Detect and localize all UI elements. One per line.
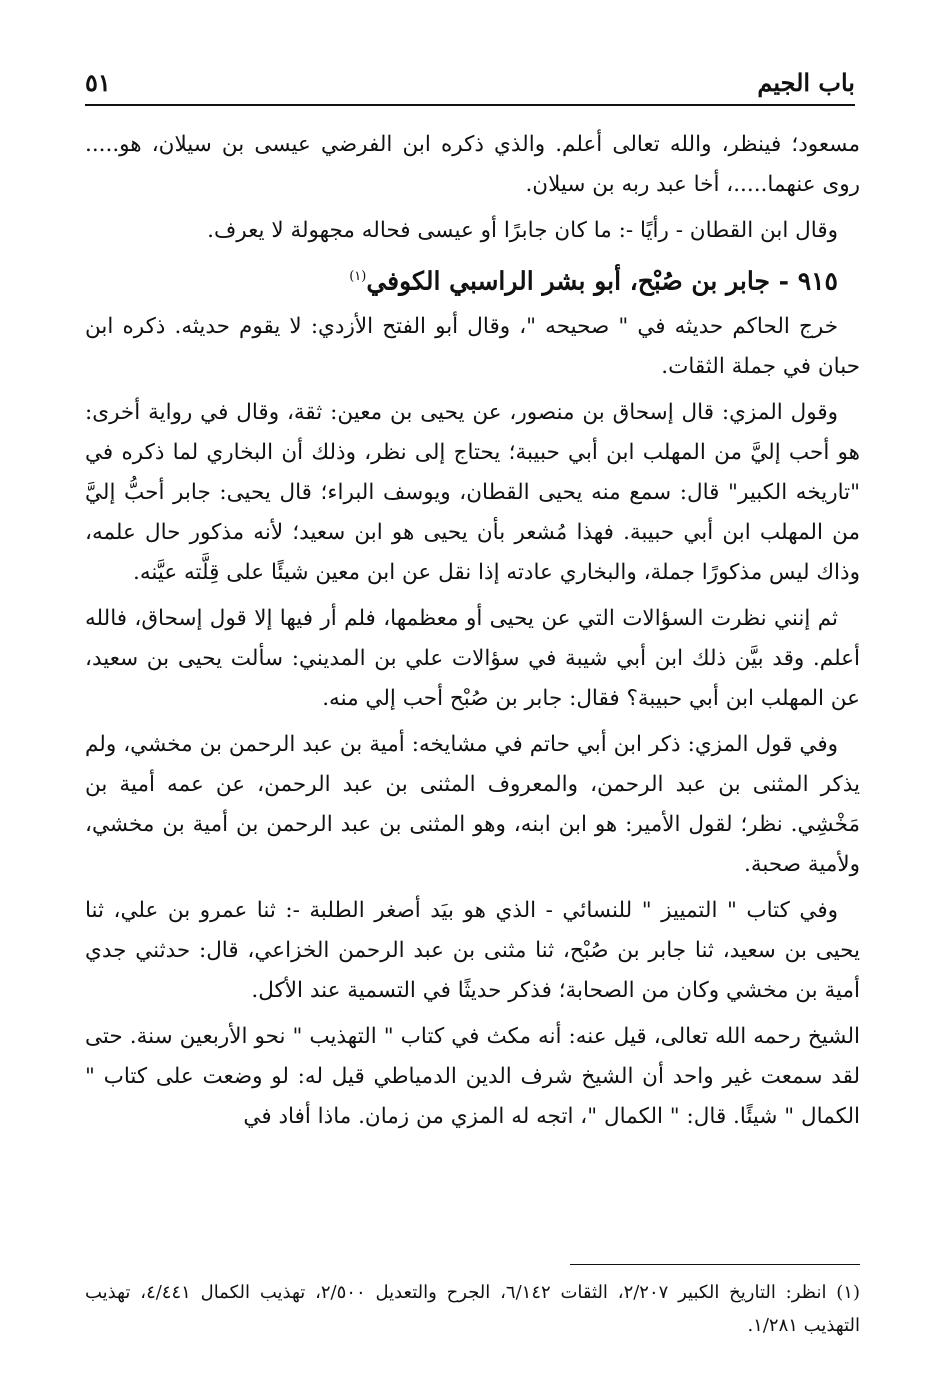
entry-heading-text: ٩١٥ - جابر بن صُبْح، أبو بشر الراسبي الكوفي bbox=[366, 266, 838, 296]
paragraph: وفي قول المزي: ذكر ابن أبي حاتم في مشايخه: أمية بن عبد الرحمن بن مخشي، ولم يذكر المثنى بن عبد الرحمن، والمعروف المثنى بن عبد الرحمن، عن عمه أمية بن مَخْشِي. نظر؛ لقول الأمير: هو ابن ابنه، وهو المثنى بن عبد الرحمن بن أمية بن مخشي، ولأمية صحبة. bbox=[85, 732, 860, 878]
paragraph: ثم إنني نظرت السؤالات التي عن يحيى أو معظمها، فلم أر فيها إلا قول إسحاق، فالله أعلم. وقد بيَّن ذلك ابن أبي شيبة في سؤالات علي بن المديني: سألت يحيى بن سعيد، عن المهلب ابن أبي حبيبة؟ فقال: جابر بن صُبْح أحب إلي منه. bbox=[85, 606, 860, 712]
footnote: (١) انظر: التاريخ الكبير ٢/٢٠٧، الثقات ٦/١٤٢، الجرح والتعديل ٢/٥٠٠، تهذيب الكمال ٤/٤٤١، تهذيب التهذيب ١/٢٨١. bbox=[85, 1282, 860, 1336]
paragraph: وفي كتاب " التمييز " للنسائي - الذي هو بيَد أصغر الطلبة -: ثنا عمرو بن علي، ثنا يحيى بن سعيد، ثنا جابر بن صُبْح، ثنا مثنى بن عبد الرحمن الخزاعي، قال: حدثني جدي أمية بن مخشي وكان من الصحابة؛ فذكر حديثًا في التسمية عند الأكل. bbox=[85, 898, 860, 1004]
page-number: ٥١ bbox=[85, 68, 111, 97]
paragraph: وقال ابن القطان - رأيًا -: ما كان جابرًا أو عيسى فحاله مجهولة لا يعرف. bbox=[207, 218, 838, 243]
entry-heading bbox=[85, 257, 860, 301]
paragraph: مسعود؛ فينظر، والله تعالى أعلم. والذي ذكره ابن الفرضي عيسى بن سيلان، هو..... روى عنهما.....، أخا عبد ربه بن سيلان. bbox=[85, 132, 860, 197]
paragraph: وقول المزي: قال إسحاق بن منصور، عن يحيى بن معين: ثقة، وقال في رواية أخرى: هو أحب إليَّ من المهلب ابن أبي حبيبة؛ يحتاج إلى نظر، وذلك أن البخاري لما ذكره في "تاريخه الكبير" قال: سمع منه يحيى القطان، ويوسف البراء؛ قال يحيى: جابر أحبُّ إليَّ من المهلب ابن أبي حبيبة. فهذا مُشعر بأن يحيى هو ابن سعيد؛ لأنه مذكور حال علمه، وذاك ليس مذكورًا جملة، والبخاري عادته إذا نقل عن ابن معين شيئًا على قِلَّته عيَّنه. bbox=[85, 400, 860, 586]
chapter-title: باب الجيم bbox=[757, 68, 855, 97]
paragraph: خرج الحاكم حديثه في " صحيحه "، وقال أبو الفتح الأزدي: لا يقوم حديثه. ذكره ابن حبان في جملة الثقات. bbox=[85, 314, 860, 380]
paragraph: الشيخ رحمه الله تعالى، قيل عنه: أنه مكث في كتاب " التهذيب " نحو الأربعين سنة. حتى لقد سمعت غير واحد أن الشيخ شرف الدين الدمياطي قيل له: لو وضعت على كتاب " الكمال " شيئًا. قال: " الكمال "، اتجه له المزي من زمان. ماذا أفاد في bbox=[85, 1024, 860, 1130]
footnote-marker: (١) bbox=[349, 269, 367, 284]
page-body bbox=[85, 125, 860, 1143]
footnote-divider bbox=[570, 1264, 860, 1265]
page-header bbox=[85, 62, 855, 106]
